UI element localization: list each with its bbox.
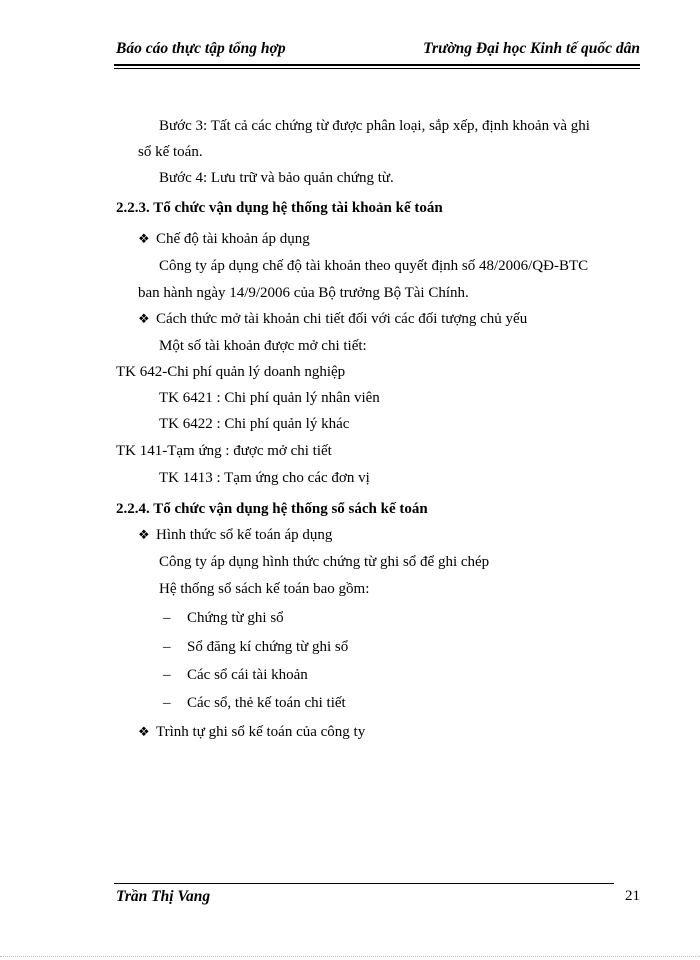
diamond-bullet-icon: ❖ xyxy=(138,527,150,542)
step3-line1: Bước 3: Tất cả các chứng từ được phân loại, sắp xếp, định khoản và ghi xyxy=(159,118,590,134)
list-item xyxy=(163,638,348,656)
account-line: TK 141-Tạm ứng : được mở chi tiết xyxy=(116,443,332,459)
list-item xyxy=(163,666,308,684)
bullet-item xyxy=(138,526,332,544)
dash-bullet-icon: – xyxy=(163,610,171,626)
list-item-text: Các sổ cái tài khoản xyxy=(187,667,308,683)
header-rule-thin xyxy=(114,68,640,69)
step4-line: Bước 4: Lưu trữ và bảo quản chứng từ. xyxy=(159,170,394,186)
diamond-bullet-icon: ❖ xyxy=(138,231,150,246)
page-number: 21 xyxy=(625,888,640,904)
footer-rule xyxy=(114,883,614,884)
bullet-item xyxy=(138,230,310,248)
paragraph-line: ban hành ngày 14/9/2006 của Bộ trưởng Bộ Tài Chính. xyxy=(138,285,469,301)
account-line: TK 6422 : Chi phí quản lý khác xyxy=(159,416,350,432)
list-item xyxy=(163,609,284,627)
paragraph-line: Một số tài khoản được mở chi tiết: xyxy=(159,338,367,354)
list-item xyxy=(163,694,346,712)
bullet-text: Chế độ tài khoản áp dụng xyxy=(156,231,310,247)
page-edge-divider xyxy=(0,956,700,957)
bullet-item xyxy=(138,310,527,328)
paragraph-line: Công ty áp dụng chế độ tài khoản theo quyết định số 48/2006/QĐ-BTC xyxy=(159,258,589,274)
bullet-text: Hình thức sổ kế toán áp dụng xyxy=(156,527,333,543)
header-report-title: Báo cáo thực tập tổng hợp xyxy=(116,40,286,57)
dash-bullet-icon: – xyxy=(163,667,171,683)
bullet-text: Trình tự ghi sổ kế toán của công ty xyxy=(156,724,366,740)
dash-bullet-icon: – xyxy=(163,639,171,655)
list-item-text: Sổ đăng kí chứng từ ghi sổ xyxy=(187,639,349,655)
section-heading-2-2-4: 2.2.4. Tổ chức vận dụng hệ thống sổ sách kế toán xyxy=(116,501,428,517)
account-line: TK 1413 : Tạm ứng cho các đơn vị xyxy=(159,470,370,486)
paragraph-line: Công ty áp dụng hình thức chứng từ ghi sổ để ghi chép xyxy=(159,554,490,570)
account-line: TK 6421 : Chi phí quản lý nhân viên xyxy=(159,390,380,406)
paragraph-line: Hệ thống sổ sách kế toán bao gồm: xyxy=(159,581,370,597)
header-rule xyxy=(114,64,640,66)
account-line: TK 642-Chi phí quản lý doanh nghiệp xyxy=(116,364,346,380)
list-item-text: Các sổ, thẻ kế toán chi tiết xyxy=(187,695,346,711)
dash-bullet-icon: – xyxy=(163,695,171,711)
section-heading-2-2-3: 2.2.3. Tổ chức vận dụng hệ thống tài khoản kế toán xyxy=(116,200,443,216)
diamond-bullet-icon: ❖ xyxy=(138,724,150,739)
bullet-item xyxy=(138,723,365,741)
bullet-text: Cách thức mở tài khoản chi tiết đối với các đối tượng chủ yếu xyxy=(156,311,528,327)
header-university: Trường Đại học Kinh tế quốc dân xyxy=(423,40,640,57)
footer-author: Trần Thị Vang xyxy=(116,888,211,905)
step3-line2: sổ kế toán. xyxy=(138,144,203,160)
diamond-bullet-icon: ❖ xyxy=(138,311,150,326)
list-item-text: Chứng từ ghi sổ xyxy=(187,610,284,626)
